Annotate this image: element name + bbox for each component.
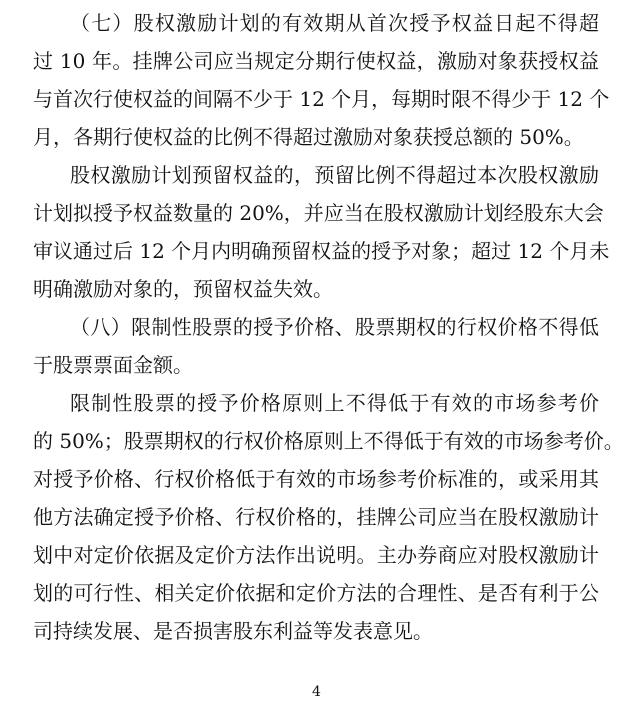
- paragraph-4-line-7: 司持续发展、是否损害股东利益等发表意见。: [33, 619, 433, 643]
- paragraph-1-line-4: 月，各期行使权益的比例不得超过激励对象获授总额的 50%。: [33, 125, 584, 149]
- paragraph-2-line-4: 明确激励对象的，预留权益失效。: [33, 277, 333, 301]
- paragraph-4-line-5: 划中对定价依据及定价方法作出说明。主办券商应对股权激励计: [33, 543, 599, 567]
- paragraph-3-line-1: （八）限制性股票的授予价格、股票期权的行权价格不得低: [70, 315, 599, 339]
- page-number: 4: [312, 684, 321, 700]
- paragraph-4-line-6: 划的可行性、相关定价依据和定价方法的合理性、是否有利于公: [33, 581, 599, 605]
- paragraph-4-line-2: 的 50%；股票期权的行权价格原则上不得低于有效的市场参考价。: [33, 429, 624, 453]
- paragraph-2-line-3: 审议通过后 12 个月内明确预留权益的授予对象；超过 12 个月未: [33, 239, 610, 263]
- paragraph-1-line-1: （七）股权激励计划的有效期从首次授予权益日起不得超: [70, 11, 599, 35]
- paragraph-3-line-2: 于股票票面金额。: [33, 353, 193, 377]
- paragraph-4-line-1: 限制性股票的授予价格原则上不得低于有效的市场参考价: [70, 391, 599, 415]
- paragraph-2-line-2: 计划拟授予权益数量的 20%，并应当在股权激励计划经股东大会: [33, 201, 604, 225]
- paragraph-2-line-1: 股权激励计划预留权益的，预留比例不得超过本次股权激励: [70, 163, 599, 187]
- paragraph-4-line-4: 他方法确定授予价格、行权价格的，挂牌公司应当在股权激励计: [33, 505, 599, 529]
- paragraph-4-line-3: 对授予价格、行权价格低于有效的市场参考价标准的，或采用其: [33, 467, 599, 491]
- paragraph-1-line-2: 过 10 年。挂牌公司应当规定分期行使权益，激励对象获授权益: [33, 49, 599, 73]
- paragraph-1-line-3: 与首次行使权益的间隔不少于 12 个月，每期时限不得少于 12 个: [33, 87, 610, 111]
